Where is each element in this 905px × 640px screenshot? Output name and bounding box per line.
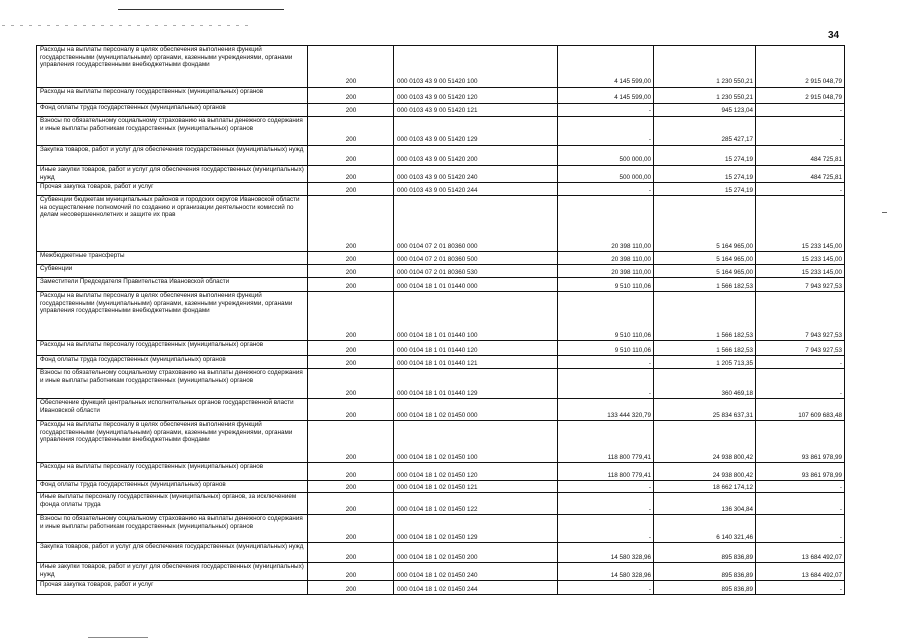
cell-classification-code: 000 0104 18 1 02 01450 120 [394, 463, 558, 481]
table-row [37, 356, 845, 369]
cell-executed: 1 230 550,21 [654, 46, 756, 88]
cell-name: Субвенции бюджетам муниципальных районов и городских округов Ивановской области на осуществление полномочий по созданию и организации деятельности комиссий по делам несовершеннолетних и защите их прав [37, 196, 308, 252]
cell-unexecuted: - [756, 493, 845, 515]
cell-unexecuted: - [756, 183, 845, 196]
table-row [37, 166, 845, 183]
cell-classification-code: 000 0104 18 1 01 01440 120 [394, 341, 558, 356]
table-row [37, 265, 845, 278]
cell-executed: 1 566 182,53 [654, 278, 756, 292]
cell-line-code: 200 [308, 278, 394, 292]
cell-classification-code: 000 0104 18 1 01 01440 129 [394, 369, 558, 399]
cell-unexecuted: 93 861 978,99 [756, 421, 845, 463]
cell-classification-code: 000 0104 18 1 02 01450 200 [394, 543, 558, 563]
cell-unexecuted: 2 915 048,79 [756, 46, 845, 88]
table-row [37, 369, 845, 399]
cell-approved: 9 510 110,06 [558, 341, 654, 356]
cell-approved: 118 800 779,41 [558, 421, 654, 463]
cell-name: Фонд оплаты труда государственных (муниципальных) органов [37, 481, 308, 493]
cell-executed: 15 274,19 [654, 166, 756, 183]
cell-executed: 15 274,19 [654, 146, 756, 166]
cell-approved: 9 510 110,06 [558, 278, 654, 292]
cell-unexecuted: - [756, 369, 845, 399]
table-row [37, 46, 845, 88]
cell-unexecuted: - [756, 356, 845, 369]
cell-line-code: 200 [308, 166, 394, 183]
cell-name: Расходы на выплаты персоналу государственных (муниципальных) органов [37, 341, 308, 356]
cell-name: Заместители Председателя Правительства Ивановской области [37, 278, 308, 292]
cell-name: Взносы по обязательному социальному страхованию на выплаты денежного содержания и иные выплаты работникам государственных (муниципальных) органов [37, 515, 308, 543]
cell-executed: 5 164 965,00 [654, 196, 756, 252]
table-row [37, 399, 845, 421]
cell-name: Закупка товаров, работ и услуг для обеспечения государственных (муниципальных) нужд [37, 146, 308, 166]
table-row [37, 341, 845, 356]
cell-approved: 9 510 110,06 [558, 292, 654, 341]
table-row [37, 196, 845, 252]
cell-classification-code: 000 0104 07 2 01 80360 530 [394, 265, 558, 278]
table-row [37, 581, 845, 595]
page-number: 34 [828, 30, 840, 41]
cell-approved: - [558, 104, 654, 117]
cell-unexecuted: - [756, 117, 845, 146]
cell-classification-code: 000 0104 07 2 01 80360 500 [394, 252, 558, 265]
top-rule [118, 9, 284, 10]
cell-approved: - [558, 481, 654, 493]
cell-name: Взносы по обязательному социальному страхованию на выплаты денежного содержания и иные выплаты работникам государственных (муниципальных) органов [37, 369, 308, 399]
cell-approved: 20 398 110,00 [558, 196, 654, 252]
cell-approved: 500 000,00 [558, 146, 654, 166]
cell-unexecuted: 13 684 492,07 [756, 543, 845, 563]
cell-approved: 118 800 779,41 [558, 463, 654, 481]
table-row [37, 146, 845, 166]
cell-executed: 5 164 965,00 [654, 252, 756, 265]
cell-name: Расходы на выплаты персоналу государственных (муниципальных) органов [37, 88, 308, 104]
cell-executed: 945 123,04 [654, 104, 756, 117]
bottom-rule [88, 637, 148, 638]
cell-approved: - [558, 369, 654, 399]
cell-classification-code: 000 0104 18 1 02 01450 244 [394, 581, 558, 595]
cell-approved: 4 145 599,00 [558, 46, 654, 88]
cell-executed: 360 469,18 [654, 369, 756, 399]
table-row [37, 88, 845, 104]
cell-line-code: 200 [308, 183, 394, 196]
scan-artifact-dots [2, 25, 252, 26]
cell-name: Субвенции [37, 265, 308, 278]
cell-unexecuted: 15 233 145,00 [756, 252, 845, 265]
cell-line-code: 200 [308, 117, 394, 146]
table-row [37, 421, 845, 463]
cell-classification-code: 000 0104 18 1 01 01440 121 [394, 356, 558, 369]
cell-name: Иные закупки товаров, работ и услуг для обеспечения государственных (муниципальных) нужд [37, 563, 308, 581]
cell-classification-code: 000 0103 43 9 00 51420 121 [394, 104, 558, 117]
cell-line-code: 200 [308, 515, 394, 543]
cell-approved: - [558, 356, 654, 369]
cell-executed: 15 274,19 [654, 183, 756, 196]
cell-name: Фонд оплаты труда государственных (муниципальных) органов [37, 356, 308, 369]
cell-unexecuted: 484 725,81 [756, 166, 845, 183]
cell-classification-code: 000 0103 43 9 00 51420 200 [394, 146, 558, 166]
budget-table [36, 45, 845, 595]
cell-line-code: 200 [308, 369, 394, 399]
cell-classification-code: 000 0103 43 9 00 51420 129 [394, 117, 558, 146]
cell-classification-code: 000 0104 18 1 01 01440 100 [394, 292, 558, 341]
cell-line-code: 200 [308, 196, 394, 252]
cell-name: Межбюджетные трансферты [37, 252, 308, 265]
table-row [37, 493, 845, 515]
cell-approved: 500 000,00 [558, 166, 654, 183]
cell-executed: 6 140 321,46 [654, 515, 756, 543]
cell-executed: 18 662 174,12 [654, 481, 756, 493]
cell-executed: 895 836,89 [654, 581, 756, 595]
cell-classification-code: 000 0104 18 1 02 01450 100 [394, 421, 558, 463]
cell-classification-code: 000 0103 43 9 00 51420 240 [394, 166, 558, 183]
cell-name: Расходы на выплаты персоналу государственных (муниципальных) органов [37, 463, 308, 481]
cell-executed: 285 427,17 [654, 117, 756, 146]
table-row [37, 117, 845, 146]
cell-executed: 136 304,84 [654, 493, 756, 515]
cell-line-code: 200 [308, 399, 394, 421]
cell-unexecuted: 2 915 048,79 [756, 88, 845, 104]
cell-classification-code: 000 0103 43 9 00 51420 100 [394, 46, 558, 88]
cell-unexecuted: 7 943 927,53 [756, 341, 845, 356]
cell-line-code: 200 [308, 463, 394, 481]
cell-approved: 133 444 320,79 [558, 399, 654, 421]
cell-unexecuted: 107 609 683,48 [756, 399, 845, 421]
cell-unexecuted: 484 725,81 [756, 146, 845, 166]
cell-name: Обеспечение функций центральных исполнительных органов государственной власти Ивановской области [37, 399, 308, 421]
cell-name: Фонд оплаты труда государственных (муниципальных) органов [37, 104, 308, 117]
cell-approved: - [558, 493, 654, 515]
cell-name: Взносы по обязательному социальному страхованию на выплаты денежного содержания и иные выплаты работникам государственных (муниципальных) органов [37, 117, 308, 146]
cell-executed: 1 205 713,35 [654, 356, 756, 369]
cell-approved: - [558, 183, 654, 196]
cell-classification-code: 000 0103 43 9 00 51420 244 [394, 183, 558, 196]
cell-line-code: 200 [308, 481, 394, 493]
cell-executed: 24 938 800,42 [654, 463, 756, 481]
cell-classification-code: 000 0104 18 1 02 01450 240 [394, 563, 558, 581]
cell-line-code: 200 [308, 493, 394, 515]
table-row [37, 543, 845, 563]
cell-line-code: 200 [308, 252, 394, 265]
cell-unexecuted: 7 943 927,53 [756, 278, 845, 292]
cell-approved: - [558, 117, 654, 146]
table-row [37, 292, 845, 341]
cell-executed: 25 834 637,31 [654, 399, 756, 421]
cell-classification-code: 000 0104 18 1 02 01450 122 [394, 493, 558, 515]
cell-executed: 24 938 800,42 [654, 421, 756, 463]
table-row [37, 278, 845, 292]
cell-line-code: 200 [308, 46, 394, 88]
cell-approved: 4 145 599,00 [558, 88, 654, 104]
cell-name: Прочая закупка товаров, работ и услуг [37, 581, 308, 595]
cell-executed: 1 230 550,21 [654, 88, 756, 104]
cell-executed: 5 164 965,00 [654, 265, 756, 278]
cell-executed: 1 566 182,53 [654, 341, 756, 356]
cell-classification-code: 000 0104 18 1 02 01450 121 [394, 481, 558, 493]
cell-name: Прочая закупка товаров, работ и услуг [37, 183, 308, 196]
table-row [37, 563, 845, 581]
table-row [37, 183, 845, 196]
cell-name: Расходы на выплаты персоналу в целях обеспечения выполнения функций государственными (муниципальными) органами, казенными учреждениями, органами управления государственными внебюджетными фондами [37, 421, 308, 463]
cell-line-code: 200 [308, 341, 394, 356]
cell-name: Иные закупки товаров, работ и услуг для обеспечения государственных (муниципальных) нужд [37, 166, 308, 183]
cell-classification-code: 000 0104 18 1 02 01450 129 [394, 515, 558, 543]
cell-unexecuted: 15 233 145,00 [756, 265, 845, 278]
cell-unexecuted: - [756, 481, 845, 493]
cell-approved: 14 580 328,96 [558, 543, 654, 563]
cell-line-code: 200 [308, 581, 394, 595]
cell-approved: 20 398 110,00 [558, 252, 654, 265]
cell-name: Иные выплаты персоналу государственных (муниципальных) органов, за исключением фонда оплаты труда [37, 493, 308, 515]
cell-unexecuted: - [756, 515, 845, 543]
cell-name: Закупка товаров, работ и услуг для обеспечения государственных (муниципальных) нужд [37, 543, 308, 563]
cell-line-code: 200 [308, 543, 394, 563]
cell-unexecuted: - [756, 104, 845, 117]
cell-line-code: 200 [308, 146, 394, 166]
cell-approved: 14 580 328,96 [558, 563, 654, 581]
cell-classification-code: 000 0103 43 9 00 51420 120 [394, 88, 558, 104]
cell-executed: 895 836,89 [654, 543, 756, 563]
budget-table-body [37, 46, 845, 595]
cell-classification-code: 000 0104 18 1 01 01440 000 [394, 278, 558, 292]
cell-classification-code: 000 0104 07 2 01 80360 000 [394, 196, 558, 252]
cell-classification-code: 000 0104 18 1 02 01450 000 [394, 399, 558, 421]
cell-unexecuted: 7 943 927,53 [756, 292, 845, 341]
cell-line-code: 200 [308, 292, 394, 341]
scan-artifact-mark [882, 212, 887, 213]
cell-name: Расходы на выплаты персоналу в целях обеспечения выполнения функций государственными (муниципальными) органами, казенными учреждениями, органами управления государственными внебюджетными фондами [37, 46, 308, 88]
cell-unexecuted: 15 233 145,00 [756, 196, 845, 252]
cell-executed: 1 566 182,53 [654, 292, 756, 341]
cell-unexecuted: - [756, 581, 845, 595]
cell-name: Расходы на выплаты персоналу в целях обеспечения выполнения функций государственными (муниципальными) органами, казенными учреждениями, органами управления государственными внебюджетными фондами [37, 292, 308, 341]
cell-executed: 895 836,89 [654, 563, 756, 581]
cell-line-code: 200 [308, 563, 394, 581]
cell-line-code: 200 [308, 356, 394, 369]
cell-line-code: 200 [308, 421, 394, 463]
cell-unexecuted: 13 684 492,07 [756, 563, 845, 581]
table-row [37, 463, 845, 481]
cell-unexecuted: 93 861 978,99 [756, 463, 845, 481]
table-row [37, 515, 845, 543]
table-row [37, 104, 845, 117]
cell-line-code: 200 [308, 88, 394, 104]
table-row [37, 252, 845, 265]
cell-line-code: 200 [308, 104, 394, 117]
table-row [37, 481, 845, 493]
cell-approved: - [558, 581, 654, 595]
cell-approved: - [558, 515, 654, 543]
cell-line-code: 200 [308, 265, 394, 278]
cell-approved: 20 398 110,00 [558, 265, 654, 278]
